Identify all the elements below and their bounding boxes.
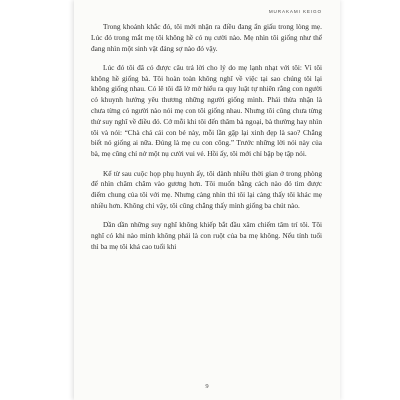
page-body	[91, 22, 322, 261]
book-page	[74, 0, 340, 400]
paragraph-3: Kể từ sau cuộc họp phụ huynh ấy, tôi dành nhiều thời gian ở trong phòng để nhìn chăm chăm vào gương hơn. Tôi muốn bằng cách nào đó tìm được điểm chung của tôi với mẹ. Nhưng càng nhìn thì tôi lại càng thấy tôi khác mẹ nhiều hơn. Không chỉ vậy, tôi cũng chẳng thấy mình giống ba chút nào.	[91, 168, 322, 210]
running-header: MURAKAMI KEIGO	[268, 9, 322, 14]
paragraph-1: Trong khoảnh khắc đó, tôi mới nhận ra điều đang ẩn giấu trong lòng mẹ. Lúc đó trong mắt mẹ tôi không hề có nụ cười nào. Mẹ nhìn tôi giống như thể đang nhìn một sinh vật đáng sợ nào đó vậy.	[91, 22, 322, 53]
paragraph-4: Dần dần những suy nghĩ không khiếp bắt đầu xâm chiếm tâm trí tôi. Tôi nghĩ có khi nào mình không phải là con ruột của ba mẹ không. Nếu tính tuổi thì ba mẹ tôi khá cao tuổi khi	[91, 220, 322, 251]
paragraph-2: Lúc đó tôi đã có được câu trả lời cho lý do mẹ lạnh nhạt với tôi: Vì tôi không hề giống bà. Tôi hoàn toàn không nghĩ về việc tại sao chúng tôi lại không giống nhau. Có lẽ tôi đã lờ mờ hiểu ra quy luật tự nhiên rằng con người có khuynh hướng yêu thương những người giống mình. Phải thừa nhận là chưa từng có người nào nói mẹ con tôi giống nhau. Nhưng tôi cũng chưa từng thử suy nghĩ về điều đó. Cớ mỗi khi tôi đến thăm bà ngoại, bà thường hay nhìn tôi và nói: “Chà chá cái con bé này, mỗi lần gặp lại xinh đẹp là sao? Chẳng biết nó giống ai nữa. Đúng là mẹ cu con công.” Trước những lời nói này của bà, mẹ cũng chỉ nở một nụ cười vui vẻ. Hồi ấy, tôi mới chỉ bập bẹ tập nói.	[91, 62, 322, 159]
page-number: 9	[205, 383, 209, 390]
